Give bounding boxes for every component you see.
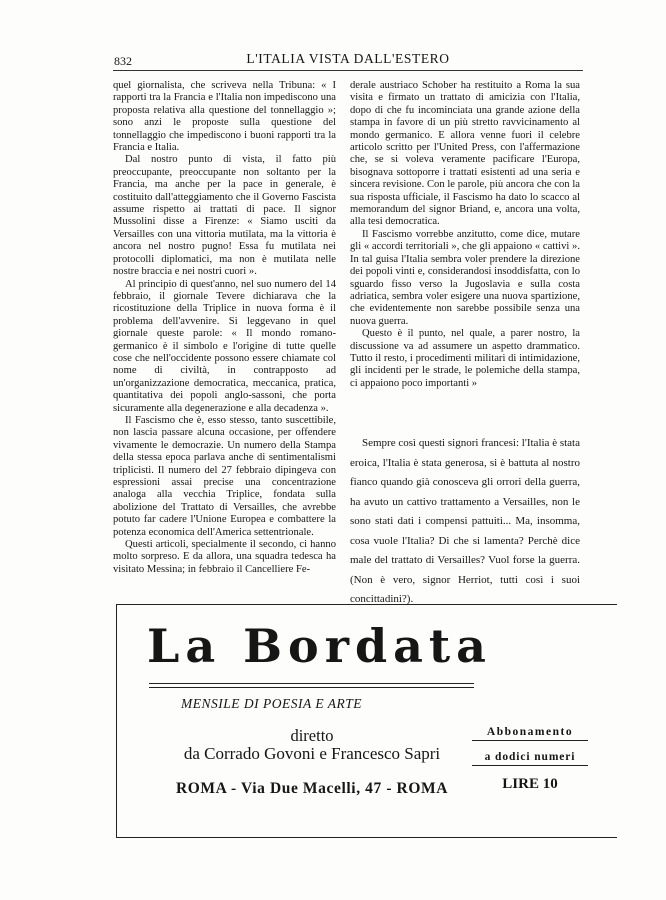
page-header <box>113 48 583 71</box>
page-number: 832 <box>114 54 132 68</box>
paragraph: Il Fascismo che è, esso stesso, tanto suscettibile, non lascia passare alcuna occasione, per offendere vivamente le democrazie. Un numero della Stampa della stessa epoca parlava anche di sentimentalismi triplicisti. Il numero del 27 febbraio dipingeva con espressioni assai precise una concentrazione analoga alla vecchia Triplice, fondata sulla abolizione del Trattato di Versailles, che avrebbe potuto far cadere l'Unione Europea e combattere la potenza economica dell'America settentrionale. <box>113 414 336 538</box>
ad-price: LIRE 10 <box>502 776 558 792</box>
paragraph: Al principio di quest'anno, nel suo numero del 14 febbraio, il giornale Tevere dichiarava che la ricostituzione della Triplice in nuova forma è il problema dell'avvenire. Si leggevano in quel giornale queste parole: « Il mondo romano-germanico è il simbolo e l'origine di tutte quelle cose che nell'occidente possono essere chiamate col nome di civiltà, in contrapposto ad un'organizzazione democratica, meccanica, pratica, quantitativa dei popoli anglo-sassoni, che porta sicuramente alla degenerazione e alla decadenza ». <box>113 278 336 414</box>
paragraph: Il Fascismo vorrebbe anzitutto, come dice, mutare gli « accordi territoriali », che gli appaiono « cattivi ». In tal guisa l'Italia sembra voler prendere la direzione dei popoli vinti e, considerandosi insoddisfatta, con lo sguardo fisso verso la Jugoslavia e sulla costa adriatica, sembra voler esigere una nuova spartizione, che evidentemente non sarebbe possibile senza una nuova guerra. <box>350 228 580 327</box>
paragraph: quel giornalista, che scriveva nella Tribuna: « I rapporti tra la Francia e l'Italia non impediscono una proposta relativa alla questione del tonnellaggio »; sono anzi le proposte sulla questione del tonnellaggio che impediscono i buoni rapporti tra la Francia e Italia. <box>113 80 336 154</box>
ad-subscription-terms: a dodici numeri <box>472 741 588 766</box>
running-title: L'ITALIA VISTA DALL'ESTERO <box>246 51 450 66</box>
ad-directed-label: diretto <box>290 726 334 745</box>
paragraph: Dal nostro punto di vista, il fatto più preoccupante, preoccupante non soltanto per la Francia, ma anche per la pace in generale, è costituito dall'atteggiamento che il Governo Fascista assume rispetto ai trattati di pace. Il signor Mussolini disse a Firenze: « Siamo usciti da Versailles con una vittoria mutilata, ma la vittoria è ancora nel nostro pugno! Essa fu mutilata nei protocolli diplomatici, ma non è mutilata nelle nostre braccia e nei nostri cuori ». <box>113 154 336 278</box>
ad-editors: da Corrado Govoni e Francesco Sapri <box>183 744 441 763</box>
ad-subscription-label: Abbonamento <box>472 726 588 741</box>
ad-address: ROMA - Via Due Macelli, 47 - ROMA <box>175 780 449 797</box>
ad-title: La Bordata <box>147 619 492 673</box>
paragraph: Questo è il punto, nel quale, a parer nostro, la discussione va ad assumere un aspetto drammatico. Tutto il resto, i procedimenti militari di intimidazione, gli incidenti per le strade, le polemiche della stampa, ci appaiono poco importanti » <box>350 328 580 389</box>
advertisement-box <box>116 604 617 838</box>
left-column <box>113 80 336 576</box>
ad-subtitle: MENSILE DI POESIA E ARTE <box>181 696 362 711</box>
ad-double-rule <box>149 683 474 688</box>
closing-paragraph: Sempre così questi signori francesi: l'Italia è stata eroica, l'Italia è stata generosa, si è battuta al nostro fianco quando già conosceva gli orrori della guerra, ha avuto un cattivo trattamento a Versailles, non le sono stati dati i compensi pattuiti... Ma, insomma, cosa vuole l'Italia? Di che si lamenta? Perchè dice male del trattato di Versailles? Vuol forse la guerra. (Non è vero, signor Herriot, tutti così i suoi concittadini?). <box>350 437 580 606</box>
ad-subscription-block <box>472 726 588 793</box>
right-column <box>350 80 580 610</box>
paragraph: derale austriaco Schober ha restituito a Roma la sua visita e firmato un trattato di amicizia con l'Italia, dopo di che fu incominciata una grande azione della stampa in favore di un più stretto ravvicinamento al mondo germanico. E allora venne fuori il celebre articolo scritto per l'United Press, con l'affermazione che, se si voleva veramente pacificare l'Europa, bisognava sottoporre i trattati esistenti ad una seria e sincera revisione. Con le parole, più ancora che con la sua risposta ufficiale, il Fascismo ha dato lo scacco al memorandum del signor Briand, e, ancora una volta, alla tesi democratica. <box>350 80 580 228</box>
paragraph: Questi articoli, specialmente il secondo, ci hanno molto sorpreso. E da allora, una squadra tedesca ha visitato Messina; in febbraio il Cancelliere Fe- <box>113 539 336 575</box>
section-gap <box>350 390 580 434</box>
